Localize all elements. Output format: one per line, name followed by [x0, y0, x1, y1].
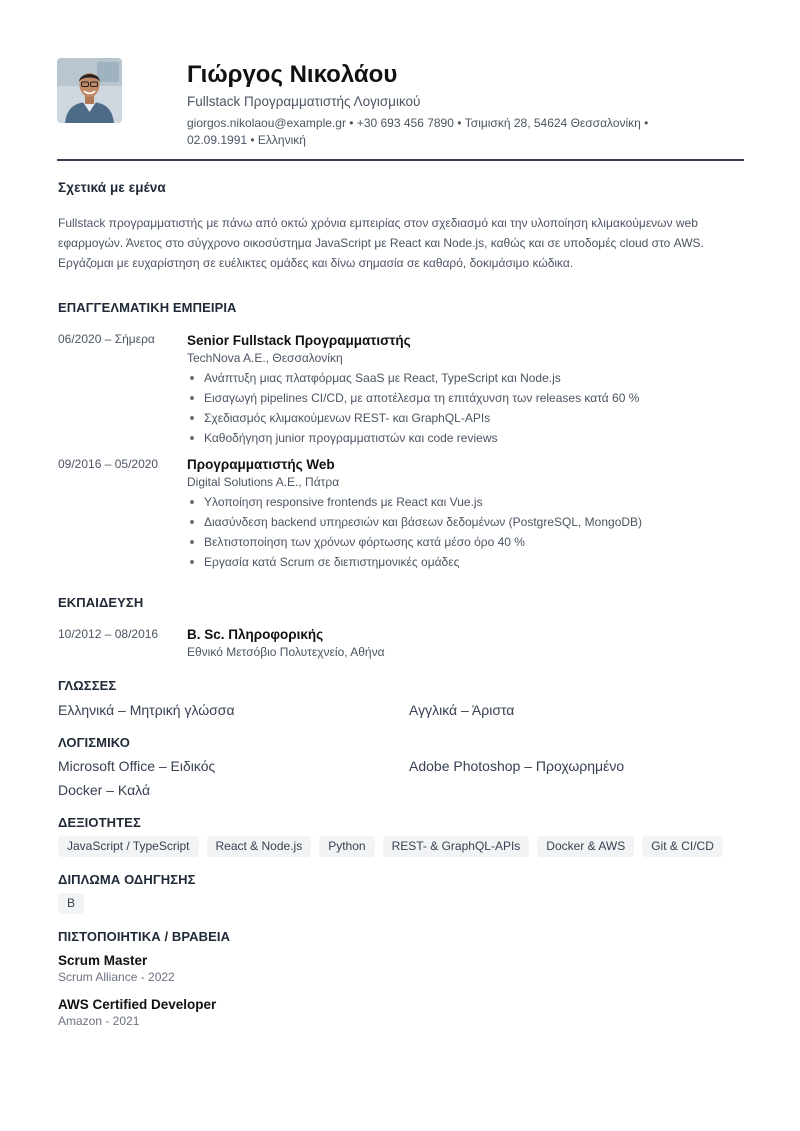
skills-tags	[58, 836, 748, 857]
languages-heading: ΓΛΩΣΣΕΣ	[58, 678, 117, 693]
resume-header	[57, 58, 744, 161]
experience-bullet: Υλοποίηση responsive frontends με React και Vue.js	[187, 492, 747, 512]
license-tags	[58, 893, 748, 914]
software-item: Adobe Photoshop – Προχωρημένο	[409, 758, 625, 774]
certificates-heading: ΠΙΣΤΟΠΟΙΗΤΙΚΑ / ΒΡΑΒΕΙΑ	[58, 929, 231, 944]
experience-bullet: Εισαγωγή pipelines CI/CD, με αποτέλεσμα τη επιτάχυνση των releases κατά 60 %	[187, 388, 747, 408]
education-date: 10/2012 – 08/2016	[58, 627, 159, 641]
language-item: Αγγλικά – Άριστα	[409, 702, 515, 718]
license-heading: ΔΙΠΛΩΜΑ ΟΔΗΓΗΣΗΣ	[58, 872, 196, 887]
certificate-name: Scrum Master	[58, 953, 148, 968]
experience-heading: ΕΠΑΓΓΕΛΜΑΤΙΚΗ ΕΜΠΕΙΡΙΑ	[58, 300, 237, 315]
job-title: Fullstack Προγραμματιστής Λογισμικού	[187, 94, 421, 109]
skill-tag: Python	[319, 836, 374, 857]
experience-company: TechNova A.E., Θεσσαλονίκη	[187, 351, 343, 365]
experience-company: Digital Solutions A.E., Πάτρα	[187, 475, 340, 489]
experience-bullet: Σχεδιασμός κλιμακούμενων REST- και GraphQL-APIs	[187, 408, 747, 428]
experience-bullet: Εργασία κατά Scrum σε διεπιστημονικές ομάδες	[187, 552, 747, 572]
certificate-item	[58, 952, 458, 986]
certificate-name: AWS Certified Developer	[58, 997, 217, 1012]
profile-photo-icon	[57, 58, 122, 123]
certificate-issuer: Scrum Alliance - 2022	[58, 970, 175, 984]
education-content	[187, 625, 747, 661]
software-heading: ΛΟΓΙΣΜΙΚΟ	[58, 735, 130, 750]
experience-content	[187, 455, 747, 572]
experience-date: 09/2016 – 05/2020	[58, 457, 159, 471]
experience-role: Senior Fullstack Προγραμματιστής	[187, 333, 411, 348]
contact-info	[187, 115, 744, 149]
license-tag: B	[58, 893, 84, 914]
profile-photo	[57, 58, 122, 123]
experience-bullet: Ανάπτυξη μιας πλατφόρμας SaaS με React, TypeScript και Node.js	[187, 368, 747, 388]
skill-tag: Docker & AWS	[537, 836, 634, 857]
full-name: Γιώργος Νικολάου	[187, 61, 398, 88]
language-item: Ελληνικά – Μητρική γλώσσα	[58, 702, 235, 718]
education-degree: B. Sc. Πληροφορικής	[187, 627, 324, 642]
experience-role: Προγραμματιστής Web	[187, 457, 335, 472]
experience-bullet: Βελτιστοποίηση των χρόνων φόρτωσης κατά μέσο όρο 40 %	[187, 532, 747, 552]
experience-date: 06/2020 – Σήμερα	[58, 332, 155, 346]
certificate-item	[58, 996, 458, 1030]
about-text: Fullstack προγραμματιστής με πάνω από οκτώ χρόνια εμπειρίας στον σχεδιασμό και την υλοποίηση κλιμακούμενων web εφαρμογών. Άνετος στο σύγχρονο οικοσύστημα JavaScript με React και Node.js, καθώς και σε υποδομές cloud στο AWS. Εργάζομαι με ευχαρίστηση σε ευέλικτες ομάδες και δίνω σημασία σε καθαρό, δοκιμάσιμο κώδικα.	[58, 216, 704, 270]
skill-tag: JavaScript / TypeScript	[58, 836, 199, 857]
software-item: Docker – Καλά	[58, 782, 151, 798]
skill-tag: React & Node.js	[207, 836, 312, 857]
certificate-issuer: Amazon - 2021	[58, 1014, 140, 1028]
experience-content	[187, 330, 747, 448]
skill-tag: REST- & GraphQL-APIs	[383, 836, 530, 857]
software-item: Microsoft Office – Ειδικός	[58, 758, 216, 774]
experience-bullet: Καθοδήγηση junior προγραμματιστών και code reviews	[187, 428, 747, 448]
education-school: Εθνικό Μετσόβιο Πολυτεχνείο, Αθήνα	[187, 645, 385, 659]
experience-bullets	[187, 368, 747, 448]
about-heading: Σχετικά με εμένα	[58, 180, 166, 195]
header-info	[187, 60, 744, 149]
contact-line-2: 02.09.1991 • Ελληνική	[187, 133, 306, 147]
experience-bullet: Διασύνδεση backend υπηρεσιών και βάσεων δεδομένων (PostgreSQL, MongoDB)	[187, 512, 747, 532]
education-heading: ΕΚΠΑΙΔΕΥΣΗ	[58, 595, 144, 610]
skills-heading: ΔΕΞΙΟΤΗΤΕΣ	[58, 815, 141, 830]
experience-bullets	[187, 492, 747, 572]
skill-tag: Git & CI/CD	[642, 836, 723, 857]
contact-line-1: giorgos.nikolaou@example.gr • +30 693 456 7890 • Τσιμισκή 28, 54624 Θεσσαλονίκη •	[187, 116, 649, 130]
